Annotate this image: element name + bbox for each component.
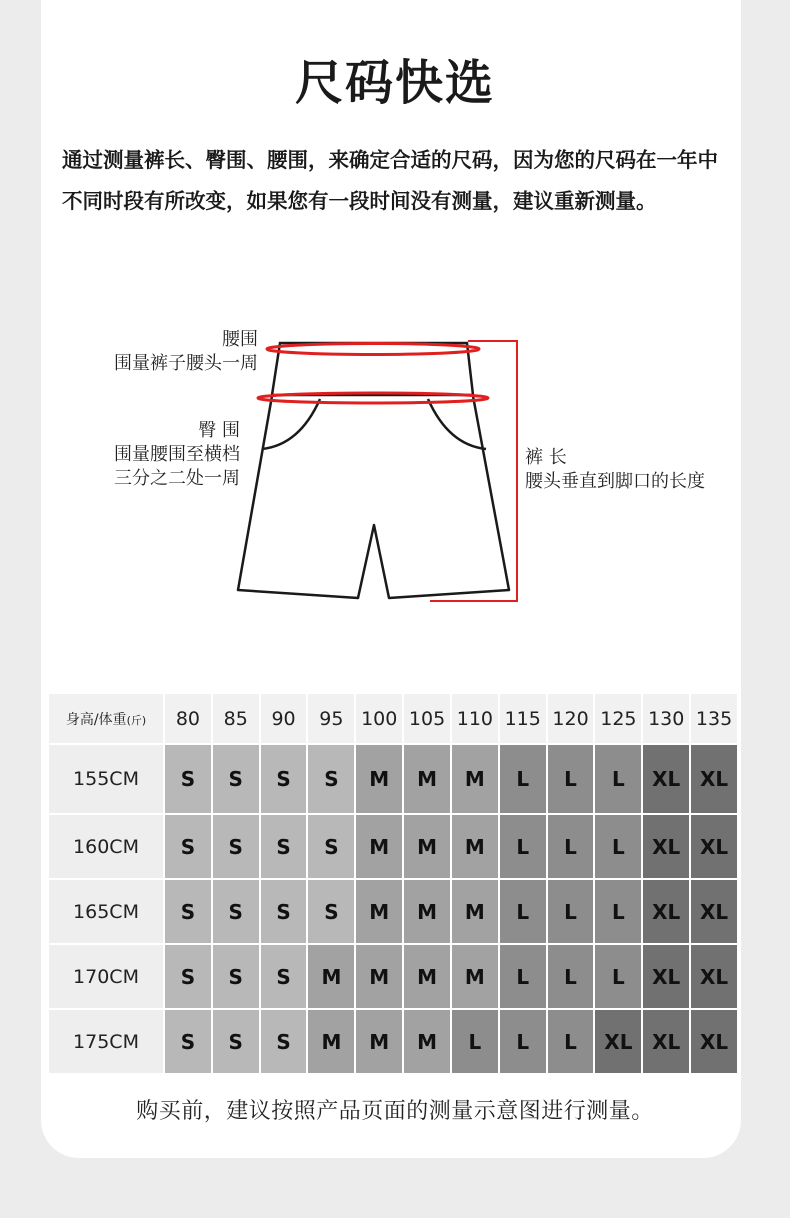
hip-label-name: 臀 围 (198, 420, 240, 441)
size-cell: L (500, 945, 546, 1008)
waistband-outline (272, 343, 473, 395)
size-cell: S (165, 945, 211, 1008)
size-cell: S (261, 1010, 307, 1073)
size-cell: L (548, 1010, 594, 1073)
size-cell: S (165, 880, 211, 943)
size-cell: XL (691, 815, 737, 878)
size-cell: M (356, 945, 402, 1008)
shorts-body-outline (238, 396, 509, 598)
weight-header: 120 (548, 694, 594, 743)
size-cell: S (213, 880, 259, 943)
size-cell: S (308, 880, 354, 943)
size-row (49, 745, 737, 813)
waist-label-name: 腰围 (222, 329, 258, 350)
size-cell: L (548, 880, 594, 943)
size-cell: S (308, 745, 354, 813)
page-title: 尺码快选 (294, 55, 495, 111)
hip-label-desc-2: 三分之二处一周 (114, 468, 240, 489)
size-cell: M (452, 945, 498, 1008)
size-cell: S (213, 945, 259, 1008)
size-cell: L (548, 945, 594, 1008)
length-label (525, 446, 705, 494)
size-cell: XL (691, 745, 737, 813)
size-cell: S (213, 815, 259, 878)
size-row (49, 1010, 737, 1073)
size-cell: M (356, 815, 402, 878)
hip-label (114, 419, 240, 491)
size-cell: M (404, 945, 450, 1008)
size-cell: M (356, 1010, 402, 1073)
weight-header: 135 (691, 694, 737, 743)
intro-paragraph: 通过测量裤长、臀围、腰围，来确定合适的尺码，因为您的尺码在一年中不同时段有所改变，如果您有一段时间没有测量，建议重新测量。 (62, 148, 718, 213)
height-label: 165CM (49, 880, 163, 943)
size-cell: XL (691, 1010, 737, 1073)
size-cell: XL (691, 945, 737, 1008)
size-cell: S (165, 1010, 211, 1073)
size-cell: M (404, 1010, 450, 1073)
size-cell: M (356, 880, 402, 943)
weight-header: 115 (500, 694, 546, 743)
size-cell: L (595, 945, 641, 1008)
size-cell: M (404, 815, 450, 878)
size-cell: M (452, 815, 498, 878)
size-cell: M (452, 745, 498, 813)
size-table-body (49, 745, 737, 1073)
hip-label-desc-1: 围量腰围至横档 (114, 444, 240, 465)
size-cell: XL (643, 815, 689, 878)
size-cell: L (548, 815, 594, 878)
size-cell: S (165, 745, 211, 813)
size-cell: S (261, 945, 307, 1008)
height-label: 155CM (49, 745, 163, 813)
size-cell: M (308, 1010, 354, 1073)
size-cell: S (308, 815, 354, 878)
size-row (49, 880, 737, 943)
corner-header-label: 身高/体重 (65, 711, 127, 728)
size-cell: XL (595, 1010, 641, 1073)
height-label: 170CM (49, 945, 163, 1008)
height-label: 160CM (49, 815, 163, 878)
length-label-name: 裤 长 (525, 447, 567, 468)
size-cell: S (165, 815, 211, 878)
size-cell: L (595, 745, 641, 813)
size-cell: L (595, 880, 641, 943)
size-cell: L (595, 815, 641, 878)
size-cell: M (308, 945, 354, 1008)
waist-label-desc: 围量裤子腰头一周 (114, 353, 258, 374)
size-row (49, 815, 737, 878)
weight-header: 95 (308, 694, 354, 743)
weight-header: 125 (595, 694, 641, 743)
size-cell: L (500, 880, 546, 943)
size-row (49, 945, 737, 1008)
waist-label (114, 328, 258, 376)
size-cell: M (404, 880, 450, 943)
weight-header: 130 (643, 694, 689, 743)
weight-header: 90 (261, 694, 307, 743)
hip-measure-ring (258, 393, 488, 403)
size-cell: L (500, 745, 546, 813)
size-cell: M (356, 745, 402, 813)
size-chart-table (47, 692, 739, 1075)
size-cell: XL (691, 880, 737, 943)
size-cell: XL (643, 880, 689, 943)
size-cell: XL (643, 945, 689, 1008)
weight-header: 80 (165, 694, 211, 743)
size-cell: L (452, 1010, 498, 1073)
weight-header: 85 (213, 694, 259, 743)
size-cell: L (548, 745, 594, 813)
weight-header: 110 (452, 694, 498, 743)
corner-header-unit: (斤) (126, 713, 147, 727)
weight-header: 105 (404, 694, 450, 743)
size-cell: S (261, 815, 307, 878)
size-cell: S (213, 745, 259, 813)
size-cell: XL (643, 1010, 689, 1073)
size-cell: S (213, 1010, 259, 1073)
size-cell: XL (643, 745, 689, 813)
measurement-diagram (0, 320, 790, 620)
size-cell: S (261, 745, 307, 813)
size-cell: L (500, 815, 546, 878)
weight-header: 100 (356, 694, 402, 743)
footer-note: 购买前，建议按照产品页面的测量示意图进行测量。 (136, 1099, 654, 1124)
waist-measure-ring (267, 344, 479, 355)
corner-header (49, 694, 163, 743)
size-cell: S (261, 880, 307, 943)
weight-header-row (49, 694, 737, 743)
size-cell: M (452, 880, 498, 943)
size-cell: L (500, 1010, 546, 1073)
size-cell: M (404, 745, 450, 813)
length-label-desc: 腰头垂直到脚口的长度 (525, 471, 705, 492)
height-label: 175CM (49, 1010, 163, 1073)
